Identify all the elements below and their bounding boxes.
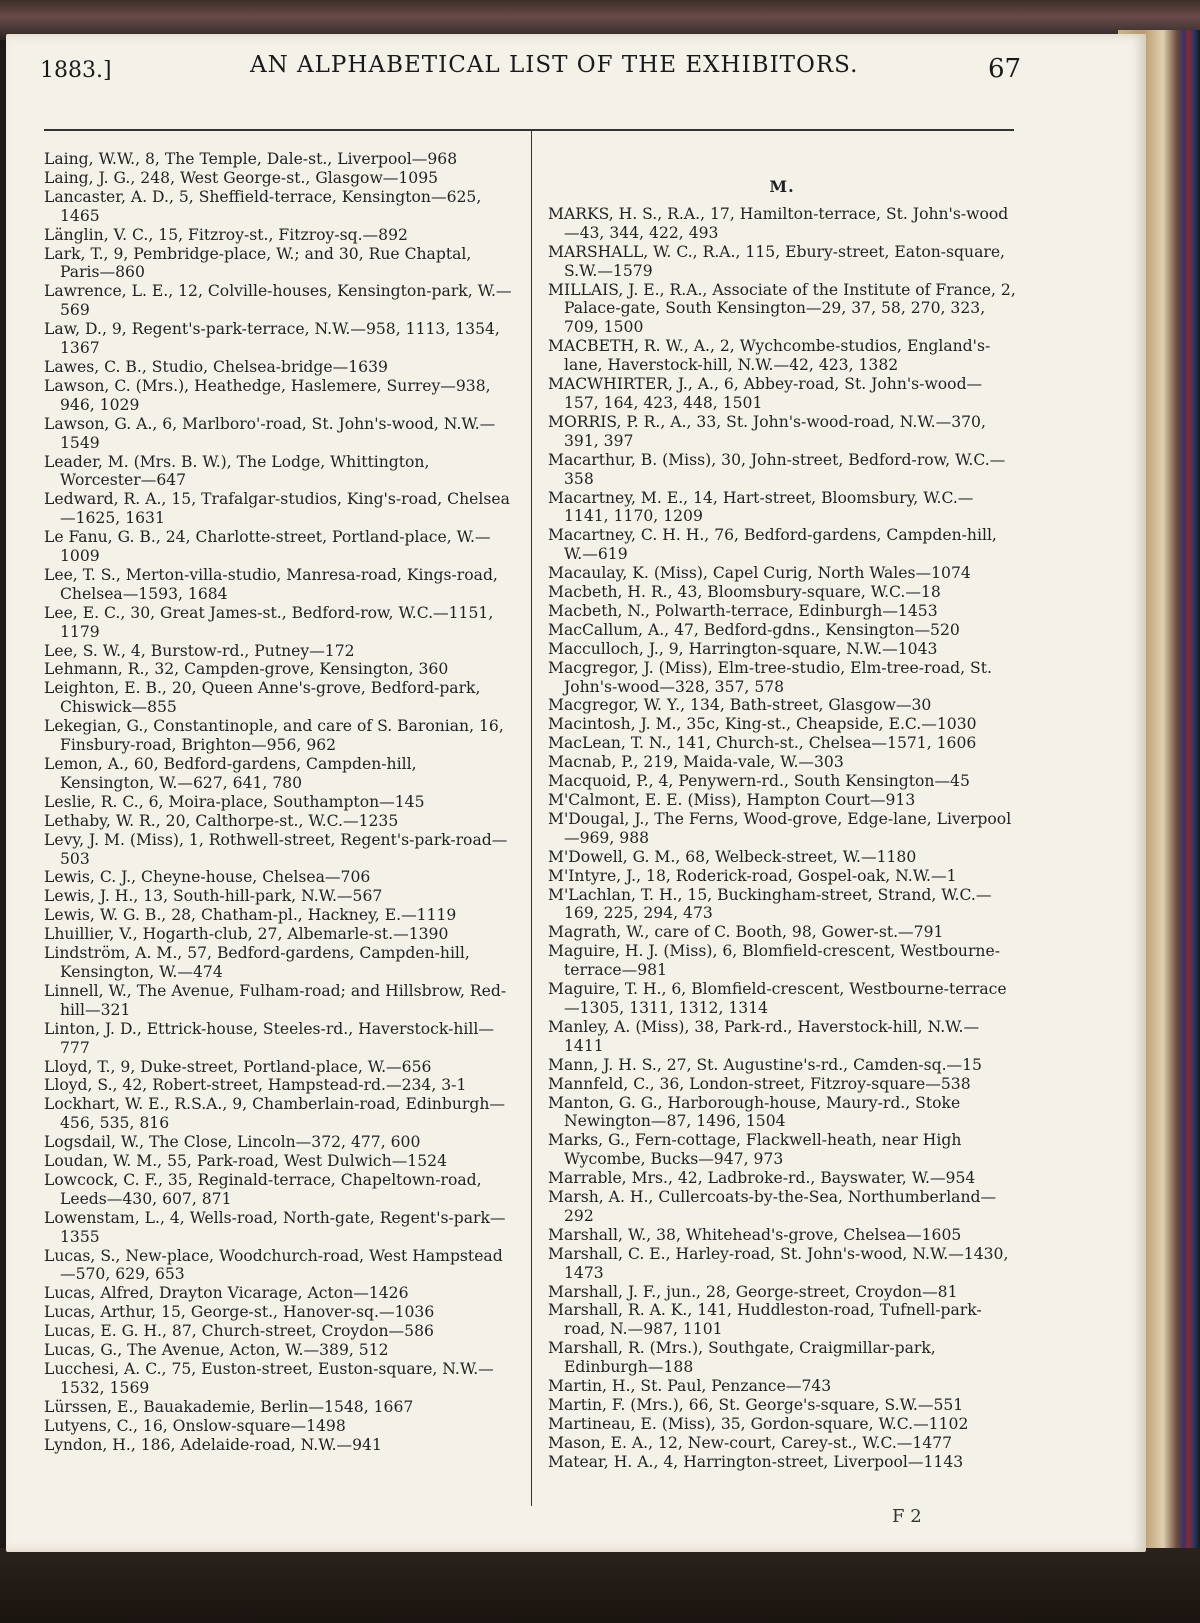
list-item: Lewis, W. G. B., 28, Chatham-pl., Hackney, E.—1119 — [44, 906, 457, 925]
list-item: Macbeth, N., Polwarth-terrace, Edinburgh—1453 — [548, 601, 938, 620]
list-item: Laing, J. G., 248, West George-st., Glasgow—1095 — [44, 168, 439, 187]
list-item: Macculloch, J., 9, Harrington-square, N.W.—1043 — [548, 639, 938, 658]
book-bottom-edge — [0, 1548, 1200, 1623]
list-item: MARKS, H. S., R.A., 17, Hamilton-terrace, St. John's-wood—43, 344, 422, 493 — [548, 204, 1009, 242]
list-item: Ledward, R. A., 15, Trafalgar-studios, King's-road, Chelsea—1625, 1631 — [44, 490, 510, 528]
list-item: Marsh, A. H., Cullercoats-by-the-Sea, Northumberland—292 — [548, 1188, 997, 1225]
list-item: Maguire, H. J. (Miss), 6, Blomfield-crescent, Westbourne-terrace—981 — [548, 942, 1000, 980]
list-item: Logsdail, W., The Close, Lincoln—372, 477, 600 — [44, 1133, 421, 1152]
left-column — [44, 150, 514, 1455]
list-item: Manton, G. G., Harborough-house, Maury-rd., Stoke Newington—87, 1496, 1504 — [548, 1093, 961, 1131]
list-item: Marshall, R. A. K., 141, Huddleston-road, Tufnell-park-road, N.—987, 1101 — [548, 1301, 982, 1339]
list-item: Macgregor, J. (Miss), Elm-tree-studio, Elm-tree-road, St. John's-wood—328, 357, 578 — [548, 658, 992, 696]
page-number: 67 — [988, 54, 1022, 84]
list-item: MILLAIS, J. E., R.A., Associate of the Institute of France, 2, Palace-gate, South Kensington—29, 37, 58, 270, 323, 709, 1500 — [548, 280, 1016, 337]
list-item: Macgregor, W. Y., 134, Bath-street, Glasgow—30 — [548, 696, 932, 715]
list-item: Lethaby, W. R., 20, Calthorpe-st., W.C.—1235 — [44, 811, 399, 830]
list-item: Linton, J. D., Ettrick-house, Steeles-rd., Haverstock-hill—777 — [44, 1019, 494, 1057]
list-item: Martin, F. (Mrs.), 66, St. George's-square, S.W.—551 — [548, 1396, 964, 1414]
list-item: Lancaster, A. D., 5, Sheffield-terrace, Kensington—625, 1465 — [44, 187, 482, 225]
list-item: Lawson, C. (Mrs.), Heathedge, Haslemere, Surrey—938, 946, 1029 — [44, 376, 491, 414]
list-item: M'Intyre, J., 18, Roderick-road, Gospel-oak, N.W.—1 — [548, 866, 957, 885]
list-item: Lhuillier, V., Hogarth-club, 27, Albemarle-st.—1390 — [44, 925, 449, 944]
list-item: Mason, E. A., 12, New-court, Carey-st., W.C.—1477 — [548, 1433, 953, 1452]
list-item: Magrath, W., care of C. Booth, 98, Gower-st.—791 — [548, 923, 944, 942]
list-item: Macartney, M. E., 14, Hart-street, Bloomsbury, W.C.—1141, 1170, 1209 — [548, 488, 974, 526]
list-item: M'Calmont, E. E. (Miss), Hampton Court—913 — [548, 791, 916, 809]
list-item: Lawrence, L. E., 12, Colville-houses, Kensington-park, W.—569 — [44, 282, 512, 320]
list-item: Lekegian, G., Constantinople, and care of S. Baronian, 16, Finsbury-road, Brighton—956, 962 — [44, 717, 504, 755]
list-item: Lloyd, T., 9, Duke-street, Portland-place, W.—656 — [44, 1057, 432, 1076]
list-item: Lloyd, S., 42, Robert-street, Hampstead-rd.—234, 3-1 — [44, 1076, 467, 1095]
header-rule — [44, 129, 1014, 131]
list-item: Marshall, C. E., Harley-road, St. John's-wood, N.W.—1430, 1473 — [548, 1244, 1009, 1282]
list-item: Mann, J. H. S., 27, St. Augustine's-rd., Camden-sq.—15 — [548, 1055, 982, 1074]
list-item: Marshall, J. F., jun., 28, George-street, Croydon—81 — [548, 1282, 958, 1301]
list-item: Lucas, Arthur, 15, George-st., Hanover-sq.—1036 — [44, 1303, 435, 1322]
list-item: MARSHALL, W. C., R.A., 115, Ebury-street, Eaton-square, S.W.—1579 — [548, 242, 1006, 280]
list-item: Lürssen, E., Bauakademie, Berlin—1548, 1667 — [44, 1397, 414, 1416]
list-item: MORRIS, P. R., A., 33, St. John's-wood-road, N.W.—370, 391, 397 — [548, 412, 986, 450]
right-entry-list — [548, 205, 1016, 1472]
list-item: Marshall, R. (Mrs.), Southgate, Craigmillar-park, Edinburgh—188 — [548, 1339, 936, 1377]
list-item: Macaulay, K. (Miss), Capel Curig, North Wales—1074 — [548, 564, 971, 583]
list-item: M'Dougal, J., The Ferns, Wood-grove, Edge-lane, Liverpool—969, 988 — [548, 809, 1012, 847]
list-item: Lawson, G. A., 6, Marlboro'-road, St. John's-wood, N.W.—1549 — [44, 414, 496, 452]
list-item: Lee, E. C., 30, Great James-st., Bedford-row, W.C.—1151, 1179 — [44, 603, 494, 641]
list-item: Marshall, W., 38, Whitehead's-grove, Chelsea—1605 — [548, 1225, 962, 1244]
list-item: Lucas, E. G. H., 87, Church-street, Croydon—586 — [44, 1322, 434, 1341]
list-item: Marks, G., Fern-cottage, Flackwell-heath, near High Wycombe, Bucks—947, 973 — [548, 1131, 962, 1169]
list-item: Marrable, Mrs., 42, Ladbroke-rd., Bayswater, W.—954 — [548, 1169, 976, 1188]
column-divider — [531, 131, 532, 1506]
list-item: Leslie, R. C., 6, Moira-place, Southampton—145 — [44, 792, 425, 811]
list-item: Lindström, A. M., 57, Bedford-gardens, Campden-hill, Kensington, W.—474 — [44, 944, 470, 981]
list-item: Laing, W.W., 8, The Temple, Dale-st., Liverpool—968 — [44, 150, 458, 168]
list-item: Law, D., 9, Regent's-park-terrace, N.W.—958, 1113, 1354, 1367 — [44, 320, 500, 358]
list-item: Macartney, C. H. H., 76, Bedford-gardens, Campden-hill, W.—619 — [548, 526, 997, 564]
list-item: Macarthur, B. (Miss), 30, John-street, Bedford-row, W.C.—358 — [548, 450, 1006, 488]
list-item: Levy, J. M. (Miss), 1, Rothwell-street, Regent's-park-road—503 — [44, 830, 508, 868]
list-item: Martineau, E. (Miss), 35, Gordon-square, W.C.—1102 — [548, 1414, 969, 1433]
list-item: Leighton, E. B., 20, Queen Anne's-grove, Bedford-park, Chiswick—855 — [44, 679, 481, 717]
list-item: Macnab, P., 219, Maida-vale, W.—303 — [548, 753, 844, 772]
page-title: AN ALPHABETICAL LIST OF THE EXHIBITORS. — [250, 52, 859, 78]
list-item: MACBETH, R. W., A., 2, Wychcombe-studios, England's-lane, Haverstock-hill, N.W.—42, 423, 1382 — [548, 337, 991, 375]
signature-mark: F 2 — [892, 1506, 922, 1527]
list-item: Lark, T., 9, Pembridge-place, W.; and 30, Rue Chaptal, Paris—860 — [44, 244, 472, 282]
list-item: MACWHIRTER, J., A., 6, Abbey-road, St. John's-wood—157, 164, 423, 448, 1501 — [548, 375, 983, 412]
list-item: Lehmann, R., 32, Campden-grove, Kensington, 360 — [44, 660, 449, 679]
list-item: Loudan, W. M., 55, Park-road, West Dulwich—1524 — [44, 1152, 447, 1171]
list-item: Länglin, V. C., 15, Fitzroy-st., Fitzroy-sq.—892 — [44, 225, 408, 244]
list-item: Lowenstam, L., 4, Wells-road, North-gate, Regent's-park—1355 — [44, 1208, 506, 1246]
list-item: Linnell, W., The Avenue, Fulham-road; and Hillsbrow, Red-hill—321 — [44, 981, 507, 1019]
list-item: Manley, A. (Miss), 38, Park-rd., Haverstock-hill, N.W.—1411 — [548, 1017, 980, 1055]
list-item: Lee, S. W., 4, Burstow-rd., Putney—172 — [44, 641, 355, 660]
list-item: Lyndon, H., 186, Adelaide-road, N.W.—941 — [44, 1435, 382, 1454]
list-item: Lee, T. S., Merton-villa-studio, Manresa-road, Kings-road, Chelsea—1593, 1684 — [44, 565, 498, 603]
right-column — [548, 150, 1016, 1472]
list-item: Lawes, C. B., Studio, Chelsea-bridge—1639 — [44, 357, 388, 376]
list-item: MacLean, T. N., 141, Church-st., Chelsea—1571, 1606 — [548, 734, 977, 753]
list-item: Lutyens, C., 16, Onslow-square—1498 — [44, 1416, 346, 1435]
list-item: MacCallum, A., 47, Bedford-gdns., Kensington—520 — [548, 620, 960, 639]
list-item: Lucas, Alfred, Drayton Vicarage, Acton—1426 — [44, 1284, 409, 1303]
list-item: Leader, M. (Mrs. B. W.), The Lodge, Whittington, Worcester—647 — [44, 452, 430, 490]
list-item: Lewis, J. H., 13, South-hill-park, N.W.—567 — [44, 887, 383, 906]
list-item: Mannfeld, C., 36, London-street, Fitzroy-square—538 — [548, 1074, 971, 1093]
list-item: Macbeth, H. R., 43, Bloomsbury-square, W.C.—18 — [548, 583, 941, 602]
section-letter: M. — [769, 177, 795, 196]
list-item: Matear, H. A., 4, Harrington-street, Liverpool—1143 — [548, 1452, 964, 1471]
header-year: 1883.] — [40, 58, 112, 83]
list-item: Macintosh, J. M., 35c, King-st., Cheapside, E.C.—1030 — [548, 715, 977, 734]
list-item: Maguire, T. H., 6, Blomfield-crescent, Westbourne-terrace—1305, 1311, 1312, 1314 — [548, 980, 1007, 1017]
list-item: Lockhart, W. E., R.S.A., 9, Chamberlain-road, Edinburgh—456, 535, 816 — [44, 1095, 505, 1133]
list-item: Martin, H., St. Paul, Penzance—743 — [548, 1377, 832, 1396]
list-item: M'Dowell, G. M., 68, Welbeck-street, W.—1180 — [548, 847, 917, 866]
list-item: Lucchesi, A. C., 75, Euston-street, Euston-square, N.W.—1532, 1569 — [44, 1360, 494, 1397]
list-item: Le Fanu, G. B., 24, Charlotte-street, Portland-place, W.—1009 — [44, 528, 491, 566]
list-item: M'Lachlan, T. H., 15, Buckingham-street, Strand, W.C.—169, 225, 294, 473 — [548, 885, 992, 923]
list-item: Lewis, C. J., Cheyne-house, Chelsea—706 — [44, 868, 371, 887]
list-item: Lucas, S., New-place, Woodchurch-road, West Hampstead—570, 629, 653 — [44, 1246, 503, 1284]
list-item: Lowcock, C. F., 35, Reginald-terrace, Chapeltown-road, Leeds—430, 607, 871 — [44, 1170, 482, 1208]
page-header — [40, 50, 1120, 90]
list-item: Lemon, A., 60, Bedford-gardens, Campden-hill, Kensington, W.—627, 641, 780 — [44, 755, 417, 792]
list-item: Lucas, G., The Avenue, Acton, W.—389, 512 — [44, 1341, 389, 1360]
list-item: Macquoid, P., 4, Penywern-rd., South Kensington—45 — [548, 772, 970, 791]
